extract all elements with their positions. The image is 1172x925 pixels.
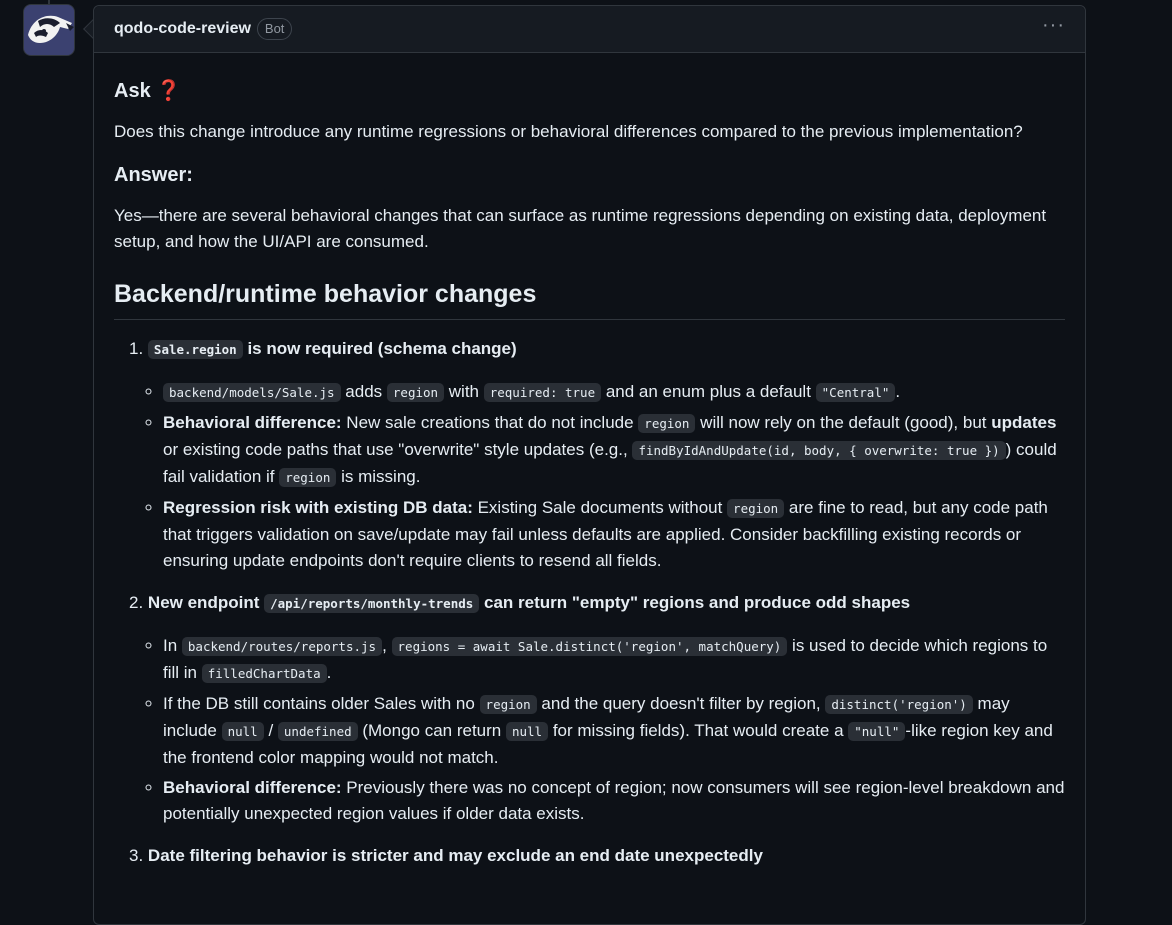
section-1-bullets bbox=[129, 379, 1065, 574]
section-2-title: 2. New endpoint /api/reports/monthly-trends can return "empty" regions and produce odd shapes bbox=[129, 593, 911, 612]
list-item: ◦ In backend/routes/reports.js , regions = await Sale.distinct('region', matchQuery) is used to decide which regions to fill in filledChartData . bbox=[163, 633, 1065, 687]
kebab-horizontal-icon[interactable]: ··· bbox=[1042, 14, 1065, 36]
list-item: ◦ backend/models/Sale.js adds region with required: true and an enum plus a default "Central" . bbox=[163, 379, 1065, 406]
list-item: ◦ Behavioral difference: New sale creations that do not include region will now rely on the default (good), but updates or existing code paths that use "overwrite" style updates (e.g., findByIdAndUpdate(id, body, { overwrite: true }) ) could fail validation if region is missing. bbox=[163, 410, 1065, 491]
comment-box bbox=[93, 5, 1086, 925]
comment-body bbox=[94, 53, 1085, 869]
section-1-title: 1. Sale.region is now required (schema change) bbox=[129, 339, 517, 358]
ask-heading bbox=[114, 77, 1065, 105]
list-item: ◦ Behavioral difference: Previously there was no concept of region; now consumers will see region-level breakdown and potentially unexpected region values if older data exists. bbox=[163, 775, 1065, 827]
ask-heading-text: Ask bbox=[114, 80, 151, 102]
section-item-2 bbox=[129, 590, 1065, 827]
list-item: ◦ If the DB still contains older Sales with no region and the query doesn't filter by region, distinct('region') may include null / undefined (Mongo can return null for missing fields). That would create a "null" -like region key and the frontend color mapping would not match. bbox=[163, 691, 1065, 771]
section-item-3 bbox=[129, 843, 1065, 869]
list-item: ◦ Regression risk with existing DB data: Existing Sale documents without region are fine to read, but any code path that triggers validation on save/update may fail unless defaults are applied. Consider backfilling existing records or ensuring update endpoints don't require clients to resend all fields. bbox=[163, 495, 1065, 574]
comment-header bbox=[94, 6, 1085, 53]
sections-list bbox=[114, 336, 1065, 869]
inline-code: Sale.region bbox=[148, 340, 243, 359]
badger-avatar-icon bbox=[24, 5, 75, 56]
ask-question: Does this change introduce any runtime regressions or behavioral differences compared to the previous implementation? bbox=[114, 122, 1023, 141]
answer-intro: Yes—there are several behavioral changes that can surface as runtime regressions depending on existing data, deployment setup, and how the UI/API are consumed. bbox=[114, 206, 1047, 251]
author-name[interactable]: qodo-code-review bbox=[114, 20, 251, 37]
section-2-bullets bbox=[129, 633, 1065, 827]
bot-badge: Bot bbox=[257, 18, 293, 40]
answer-heading: Answer: bbox=[114, 164, 193, 186]
inline-code: /api/reports/monthly-trends bbox=[264, 594, 479, 613]
question-icon: ❓ bbox=[156, 80, 182, 102]
section-item-1 bbox=[129, 336, 1065, 574]
section-3-title: 3. Date filtering behavior is stricter and may exclude an end date unexpectedly bbox=[129, 846, 763, 865]
bot-avatar[interactable] bbox=[23, 4, 75, 56]
section-heading: Backend/runtime behavior changes bbox=[114, 277, 1065, 320]
